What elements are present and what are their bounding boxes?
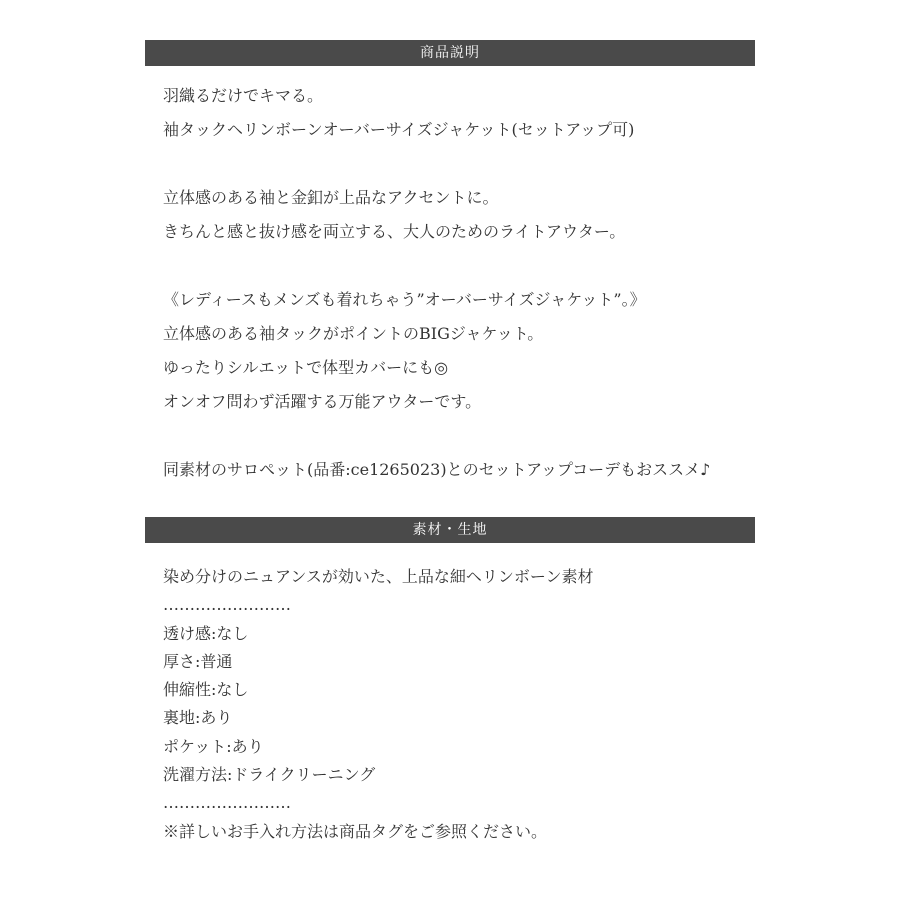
- spec-pocket: ポケット:あり: [163, 736, 264, 756]
- material-fabric-body: [163, 563, 755, 846]
- description-line: 同素材のサロペット(品番:ce1265023)とのセットアップコーデもおススメ♪: [163, 460, 711, 479]
- dotted-divider: ……………………: [163, 595, 291, 615]
- description-line: 立体感のある袖タックがポイントのBIGジャケット。: [163, 324, 544, 343]
- paragraph-spacer: [163, 419, 755, 453]
- material-intro: 染め分けのニュアンスが効いた、上品な細ヘリンボーン素材: [163, 567, 594, 586]
- spec-lining: 裏地:あり: [163, 708, 233, 728]
- description-line: きちんと感と抜け感を両立する、大人のためのライトアウター。: [163, 222, 626, 241]
- spec-thickness: 厚さ:普通: [163, 651, 233, 671]
- spec-washing: 洗濯方法:ドライクリーニング: [163, 765, 376, 785]
- care-note: ※詳しいお手入れ方法は商品タグをご参照ください。: [163, 821, 548, 841]
- description-line: オンオフ問わず活躍する万能アウターです。: [163, 392, 482, 411]
- description-line: ゆったりシルエットで体型カバーにも◎: [163, 358, 449, 377]
- paragraph-spacer: [163, 249, 755, 283]
- product-description-body: [163, 79, 755, 487]
- spec-transparency: 透け感:なし: [163, 623, 249, 643]
- paragraph-spacer: [163, 147, 755, 181]
- description-line: 羽織るだけでキマる。: [163, 86, 324, 105]
- description-line: 袖タックヘリンボーンオーバーサイズジャケット(セットアップ可): [163, 120, 635, 139]
- description-line: 立体感のある袖と金釦が上品なアクセントに。: [163, 188, 499, 207]
- description-line: 《レディースもメンズも着れちゃう”オーバーサイズジャケット”。》: [163, 290, 646, 309]
- material-fabric-header: 素材・生地: [145, 517, 755, 543]
- product-description-header: 商品説明: [145, 40, 755, 66]
- spec-stretch: 伸縮性:なし: [163, 680, 249, 700]
- dotted-divider: ……………………: [163, 793, 291, 813]
